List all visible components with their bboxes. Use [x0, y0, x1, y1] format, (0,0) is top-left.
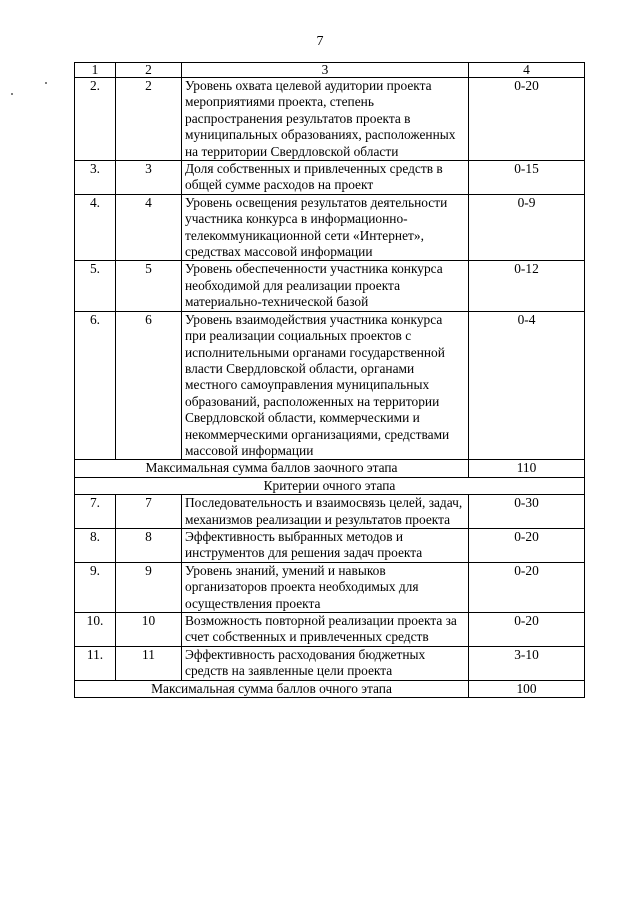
criterion-index: 7 [116, 495, 182, 529]
table-row [75, 311, 585, 460]
table-row [75, 495, 585, 529]
row-number: 2. [75, 78, 116, 161]
row-number: 3. [75, 161, 116, 195]
header-cell: 2 [116, 63, 182, 78]
criterion-text: Уровень охвата целевой аудитории проекта мероприятиями проекта, степень распространения результатов проекта в муниципальных образованиях, расположенных на территории Свердловской области [182, 78, 469, 161]
table-row [75, 78, 585, 161]
row-number: 9. [75, 562, 116, 612]
criterion-index: 6 [116, 311, 182, 460]
header-row [75, 63, 585, 78]
table-row [75, 613, 585, 647]
table-row [75, 646, 585, 680]
criterion-text: Возможность повторной реализации проекта за счет собственных и привлеченных средств [182, 613, 469, 647]
criterion-index: 2 [116, 78, 182, 161]
page-number: 7 [316, 34, 324, 49]
criterion-score: 0-20 [469, 562, 585, 612]
row-number: 4. [75, 194, 116, 261]
section-heading: Критерии очного этапа [75, 477, 585, 494]
criterion-score: 0-30 [469, 495, 585, 529]
table-row [75, 194, 585, 261]
table-row [75, 528, 585, 562]
criterion-index: 5 [116, 261, 182, 311]
criterion-index: 4 [116, 194, 182, 261]
table-row [75, 562, 585, 612]
row-number: 8. [75, 528, 116, 562]
criterion-text: Уровень знаний, умений и навыков организаторов проекта необходимых для осуществления проекта [182, 562, 469, 612]
row-number: 10. [75, 613, 116, 647]
criterion-index: 8 [116, 528, 182, 562]
table-row [75, 261, 585, 311]
section-heading-row [75, 477, 585, 494]
criterion-text: Уровень взаимодействия участника конкурса при реализации социальных проектов с исполнительными органами государственной власти Свердловской области, органами местного самоуправления муниципальных образований, расположенных на территории Свердловской области, коммерческими и некоммерческими организациями, средствами массовой информации [182, 311, 469, 460]
criterion-score: 0-20 [469, 613, 585, 647]
criterion-index: 10 [116, 613, 182, 647]
summary-row-in-person [75, 680, 585, 697]
criterion-text: Последовательность и взаимосвязь целей, задач, механизмов реализации и результатов проекта [182, 495, 469, 529]
row-number: 5. [75, 261, 116, 311]
summary-row-correspondence [75, 460, 585, 477]
criterion-text: Уровень освещения результатов деятельности участника конкурса в информационно-телекоммуникационной сети «Интернет», средствах массовой информации [182, 194, 469, 261]
row-number: 11. [75, 646, 116, 680]
criterion-score: 0-15 [469, 161, 585, 195]
table-row [75, 161, 585, 195]
row-number: 6. [75, 311, 116, 460]
criterion-text: Эффективность выбранных методов и инструментов для решения задач проекта [182, 528, 469, 562]
header-cell: 4 [469, 63, 585, 78]
criterion-index: 11 [116, 646, 182, 680]
criterion-text: Эффективность расходования бюджетных средств на заявленные цели проекта [182, 646, 469, 680]
criterion-index: 3 [116, 161, 182, 195]
criterion-score: 0-20 [469, 528, 585, 562]
criterion-score: 0-9 [469, 194, 585, 261]
criterion-index: 9 [116, 562, 182, 612]
criterion-text: Уровень обеспеченности участника конкурса необходимой для реализации проекта материально-технической базой [182, 261, 469, 311]
header-cell: 1 [75, 63, 116, 78]
summary-label: Максимальная сумма баллов очного этапа [75, 680, 469, 697]
summary-label: Максимальная сумма баллов заочного этапа [75, 460, 469, 477]
summary-value: 100 [469, 680, 585, 697]
row-number: 7. [75, 495, 116, 529]
criteria-table [74, 62, 585, 698]
header-cell: 3 [182, 63, 469, 78]
criterion-score: 0-4 [469, 311, 585, 460]
criterion-score: 0-12 [469, 261, 585, 311]
criterion-score: 3-10 [469, 646, 585, 680]
summary-value: 110 [469, 460, 585, 477]
criterion-text: Доля собственных и привлеченных средств в общей сумме расходов на проект [182, 161, 469, 195]
criterion-score: 0-20 [469, 78, 585, 161]
